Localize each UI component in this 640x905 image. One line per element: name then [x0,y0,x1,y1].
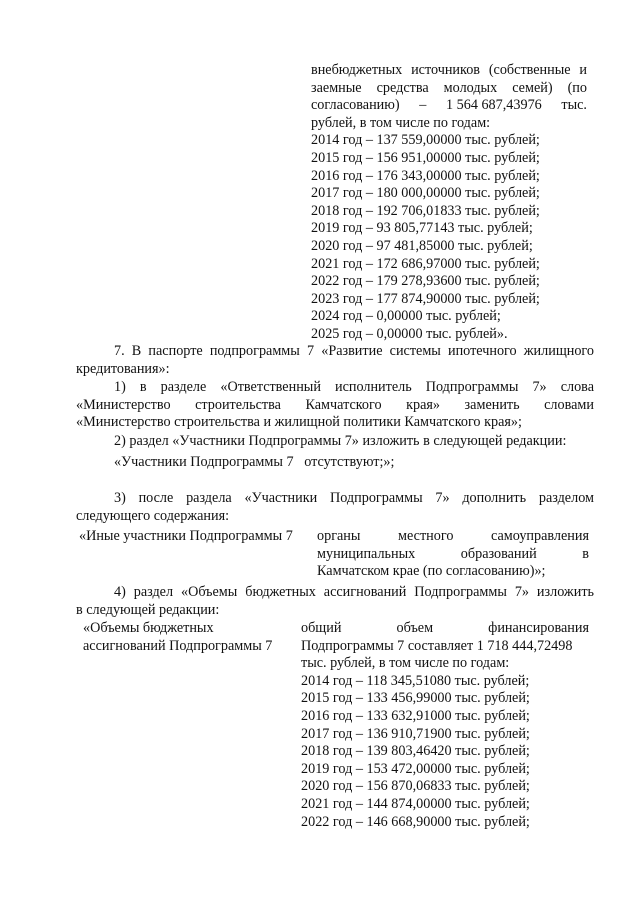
budget-allocations-label [83,620,272,655]
year-line: 2024 год – 0,00000 тыс. рублей; [311,308,501,325]
year-line: 2023 год – 177 874,90000 тыс. рублей; [311,290,540,307]
other-participants-value [317,528,589,581]
subitem-2-heading: 2) раздел «Участники Подпрограммы 7» изложить в следующей редакции: [114,433,567,449]
budget-allocations-value [301,620,589,831]
year-line: 2016 год – 176 343,00000 тыс. рублей; [311,167,540,184]
year-line: 2022 год – 146 668,90000 тыс. рублей; [301,813,530,830]
text-line: муниципальных образований в [317,545,589,562]
year-line: 2018 год – 192 706,01833 тыс. рублей; [311,202,540,219]
year-line: 2021 год – 172 686,97000 тыс. рублей; [311,255,540,272]
text-line: ассигнований Подпрограммы 7 [83,637,273,654]
year-line: 2019 год – 93 805,77143 тыс. рублей; [311,220,533,237]
text-line: общий объем финансирования [301,620,589,636]
text-line: внебюджетных источников (собственные и [311,62,587,78]
text-line [311,97,587,115]
text-line: Подпрограммы 7 составляет 1 718 444,72498 [301,637,573,654]
text-line: 7. В паспорте подпрограммы 7 «Развитие системы ипотечного жилищного [114,343,594,359]
text-line: «Министерство строительства и жилищной политики Камчатского края»; [76,414,522,431]
year-line: 2017 год – 180 000,00000 тыс. рублей; [311,185,540,202]
subitem-1-paragraph [76,379,594,432]
text-fragment: – [419,97,427,114]
text-line: 4) раздел «Объемы бюджетных ассигнований Подпрограммы 7» изложить [114,584,594,600]
text-fragment: согласованию) [311,97,400,114]
year-line: 2014 год – 118 345,51080 тыс. рублей; [301,672,530,689]
text-line: рублей, в том числе по годам: [311,114,491,131]
year-line: 2020 год – 97 481,85000 тыс. рублей; [311,237,533,254]
text-line: в следующей редакции: [76,601,220,618]
text-fragment: тыс. [561,97,587,114]
text-line: органы местного самоуправления [317,528,589,544]
year-line: 2020 год – 156 870,06833 тыс. рублей; [301,778,530,795]
year-line: 2016 год – 133 632,91000 тыс. рублей; [301,707,530,724]
text-line: следующего содержания: [76,507,230,524]
year-line: 2018 год – 139 803,46420 тыс. рублей; [301,743,530,760]
item-7-paragraph [76,343,594,378]
text-line: Камчатском крае (по согласованию)»; [317,563,546,580]
participants-quote: «Участники Подпрограммы 7 отсутствуют;»; [114,454,395,470]
text-line: 1) в разделе «Ответственный исполнитель Подпрограммы 7» слова [114,379,594,395]
year-line: 2017 год – 136 910,71900 тыс. рублей; [301,725,530,742]
year-line: 2015 год – 156 951,00000 тыс. рублей; [311,149,540,166]
funding-continuation [311,62,587,344]
year-line: 2022 год – 179 278,93600 тыс. рублей; [311,273,540,290]
text-line: «Объемы бюджетных [83,620,214,636]
text-line: кредитования»: [76,360,170,377]
year-line: 2014 год – 137 559,00000 тыс. рублей; [311,132,540,149]
text-line: 3) после раздела «Участники Подпрограммы 7» дополнить разделом [114,490,594,506]
subitem-4-paragraph [76,584,594,619]
subitem-3-paragraph [76,490,594,525]
year-line: 2019 год – 153 472,00000 тыс. рублей; [301,760,530,777]
other-participants-label: «Иные участники Подпрограммы 7 [79,528,293,544]
year-line: 2015 год – 133 456,99000 тыс. рублей; [301,690,530,707]
year-line: 2021 год – 144 874,00000 тыс. рублей; [301,795,530,812]
text-line: заемные средства молодых семей) (по [311,79,587,96]
text-line: «Министерство строительства Камчатского края» заменить словами [76,396,594,413]
text-fragment: 1 564 687,43976 [445,97,542,114]
year-line: 2025 год – 0,00000 тыс. рублей». [311,325,508,342]
text-line: тыс. рублей, в том числе по годам: [301,655,510,672]
